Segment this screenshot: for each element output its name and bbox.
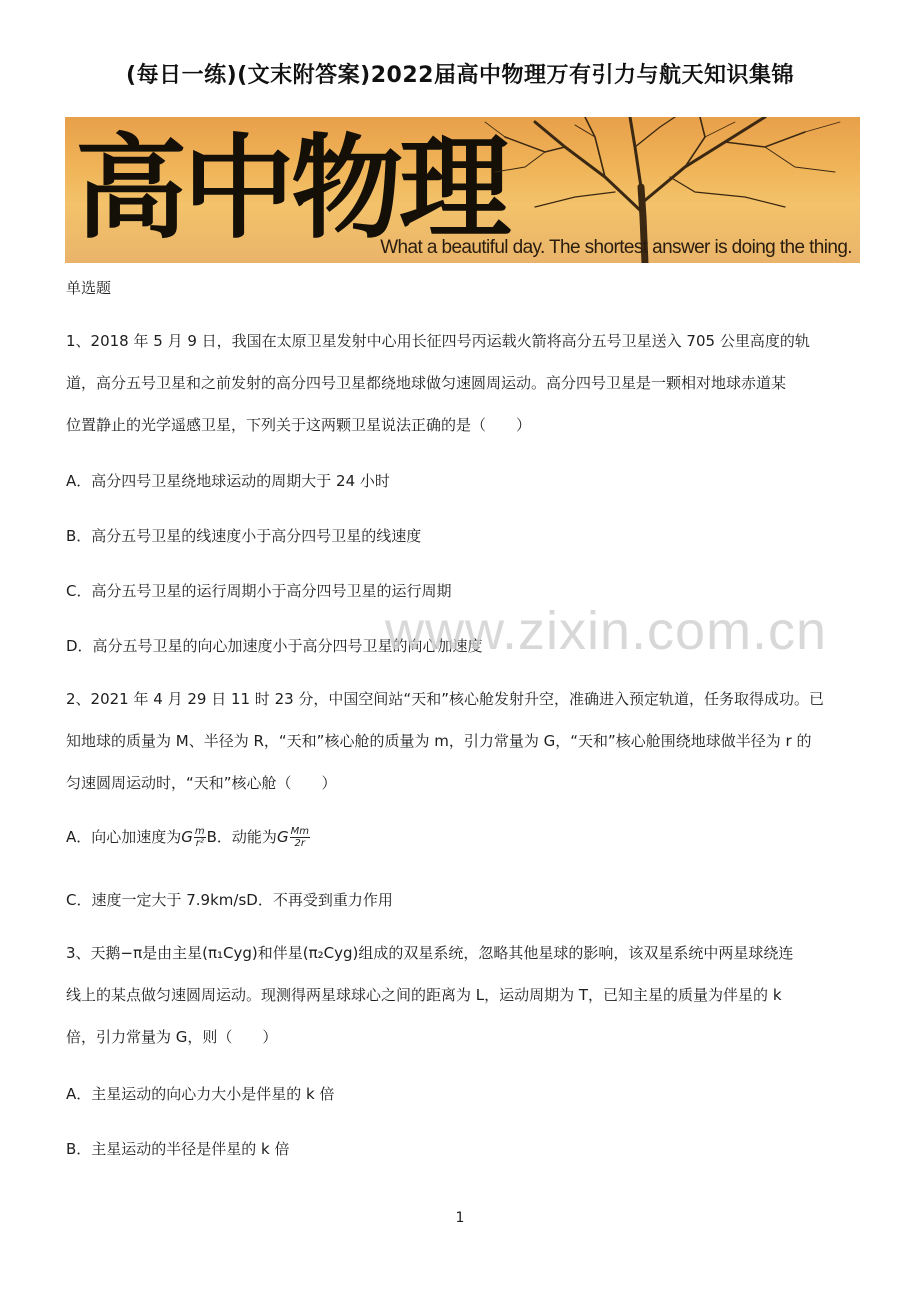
option-c: C．高分五号卫星的运行周期小于高分四号卫星的运行周期 bbox=[66, 582, 452, 600]
option-a: A．高分四号卫星绕地球运动的周期大于 24 小时 bbox=[66, 472, 390, 490]
question-text-line: 知地球的质量为 M、半径为 R，“天和”核心舱的质量为 m，引力常量为 G，“天和”核心舱围绕地球做半径为 r 的 bbox=[66, 732, 812, 750]
question-3 bbox=[66, 932, 856, 1058]
question-text-line: 倍，引力常量为 G，则（ ） bbox=[66, 1028, 278, 1046]
document-title: (每日一练)(文末附答案)2022届高中物理万有引力与航天知识集锦 bbox=[126, 63, 794, 88]
watermark: www.zixin.com.cn bbox=[385, 601, 828, 661]
option-a: A．向心加速度为 bbox=[66, 828, 182, 846]
option-a: A．主星运动的向心力大小是伴星的 k 倍 bbox=[66, 1085, 335, 1103]
banner-image bbox=[65, 117, 860, 263]
option-cd: C．速度一定大于 7.9km/sD．不再受到重力作用 bbox=[66, 891, 393, 909]
option-b: B．高分五号卫星的线速度小于高分四号卫星的线速度 bbox=[66, 527, 422, 545]
symbol-G: G bbox=[276, 828, 289, 846]
page-number: 1 bbox=[455, 1210, 465, 1226]
option-d: D．高分五号卫星的向心加速度小于高分四号卫星的向心加速度 bbox=[66, 637, 483, 655]
question-2 bbox=[66, 678, 856, 804]
question-text-line: 位置静止的光学遥感卫星，下列关于这两颗卫星说法正确的是（ ） bbox=[66, 416, 532, 434]
question-1 bbox=[66, 320, 856, 446]
option-b: B．动能为 bbox=[206, 828, 277, 846]
question-text-line: 3、天鹅−π是由主星(π₁Cyg)和伴星(π₂Cyg)组成的双星系统，忽略其他星球的影响，该双星系统中两星球绕连 bbox=[66, 944, 794, 962]
banner-title: 高中物理 bbox=[75, 123, 507, 254]
denominator: r² bbox=[195, 838, 204, 849]
banner-motto: What a beautiful day. The shortest answer is doing the thing. bbox=[380, 237, 852, 258]
question-text-line: 道，高分五号卫星和之前发射的高分四号卫星都绕地球做匀速圆周运动。高分四号卫星是一颗相对地球赤道某 bbox=[66, 374, 787, 392]
question-text-line: 线上的某点做匀速圆周运动。现测得两星球球心之间的距离为 L，运动周期为 T，已知主星的质量为伴星的 k bbox=[66, 986, 782, 1004]
question-text-line: 匀速圆周运动时，“天和”核心舱（ ） bbox=[66, 774, 337, 792]
question-text-line: 2、2021 年 4 月 29 日 11 时 23 分，中国空间站“天和”核心舱发射升空，准确进入预定轨道，任务取得成功。已 bbox=[66, 690, 824, 708]
question-text-line: 1、2018 年 5 月 9 日，我国在太原卫星发射中心用长征四号丙运载火箭将高分五号卫星送入 705 公里高度的轨 bbox=[66, 332, 810, 350]
symbol-G: G bbox=[181, 828, 193, 846]
option-ab bbox=[66, 826, 311, 849]
fraction bbox=[194, 826, 206, 849]
section-label: 单选题 bbox=[66, 279, 112, 297]
numerator: m bbox=[194, 826, 205, 837]
option-b: B．主星运动的半径是伴星的 k 倍 bbox=[66, 1140, 290, 1158]
fraction bbox=[290, 826, 310, 849]
numerator: Mm bbox=[290, 826, 309, 837]
denominator: 2r bbox=[294, 838, 305, 849]
